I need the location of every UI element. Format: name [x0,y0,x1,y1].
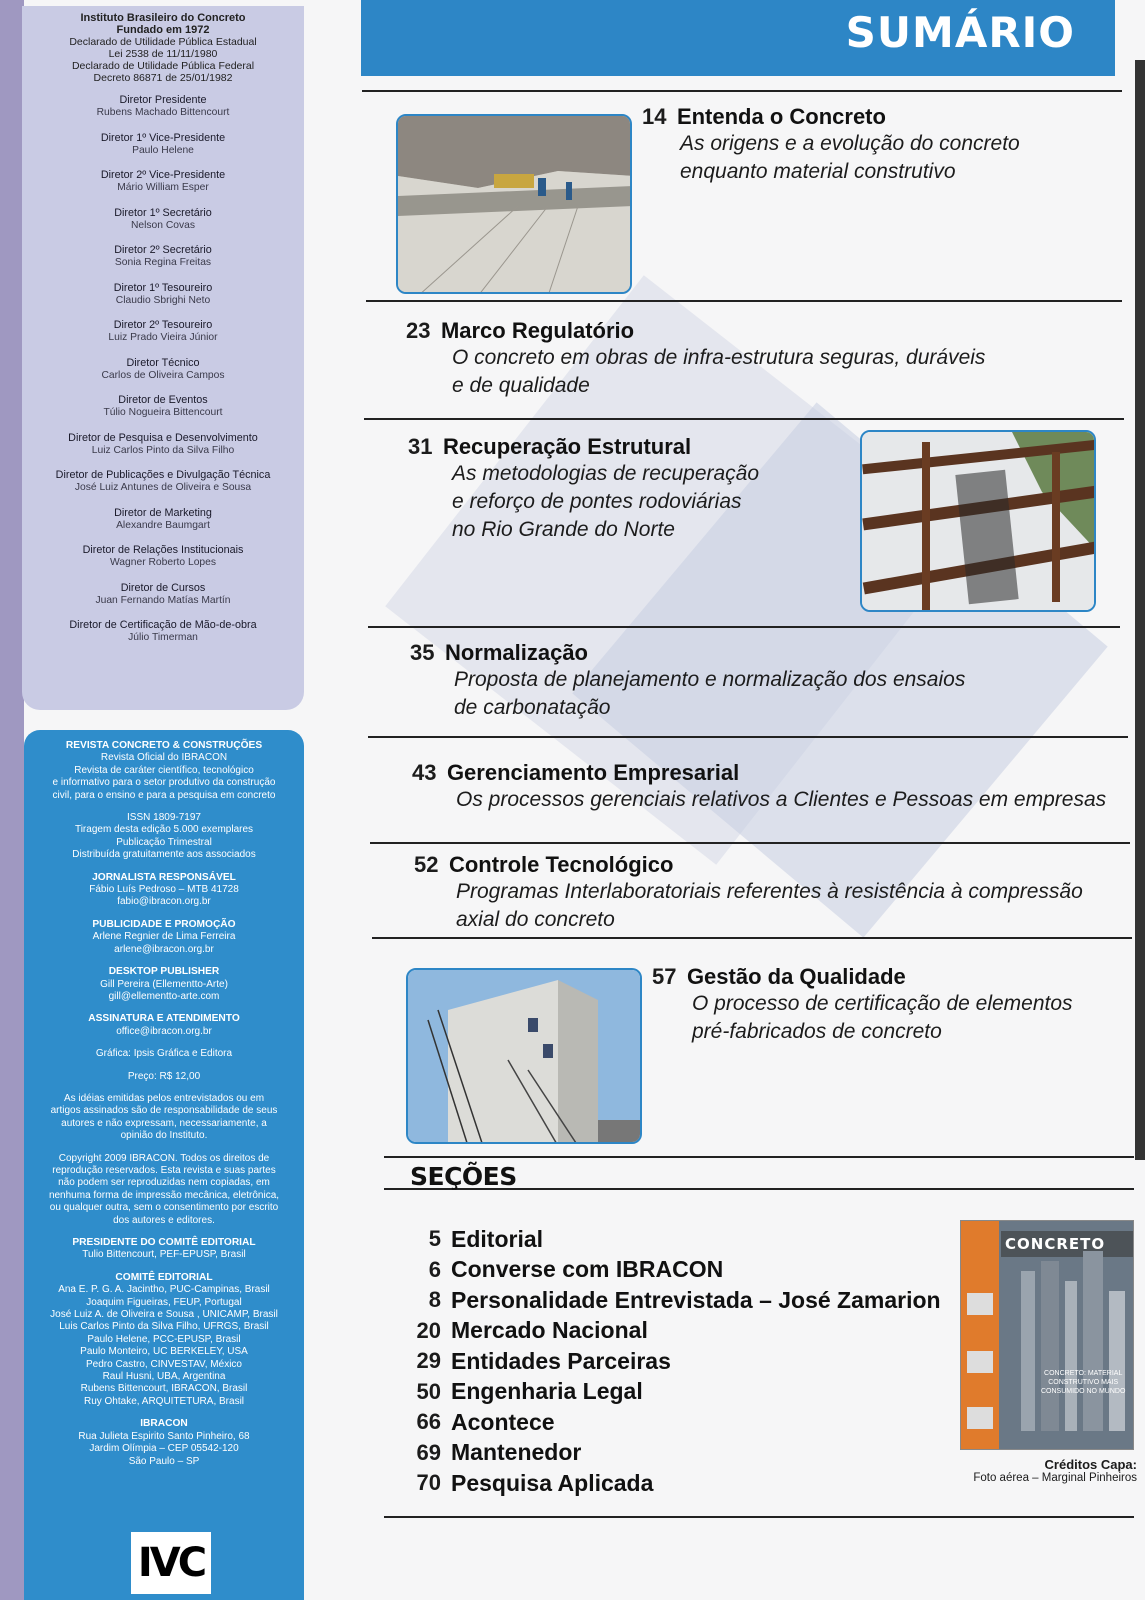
director-role: Diretor Presidente [119,94,207,106]
directors-list [30,94,296,644]
director-name: Paulo Helene [132,144,194,156]
directors-panel [22,6,304,710]
article-description-line: O processo de certificação de elementos [692,992,1073,1015]
director-name: Wagner Roberto Lopes [109,557,217,568]
director-name: Nelson Covas [130,219,196,231]
divider [384,1516,1134,1518]
director-name: Júlio Timerman [128,632,198,643]
institute-line: Declarado de Utilidade Pública Federal [71,60,255,72]
institute-info [30,12,296,84]
magazine-info-heading: ASSINATURA E ATENDIMENTO [88,1013,240,1025]
article-description-line: As metodologias de recuperação [452,462,760,485]
article-description-line: e de qualidade [452,374,590,397]
director-role: Diretor de Marketing [114,506,212,519]
magazine-info-line: fabio@ibracon.org.br [117,896,211,908]
section-label: Converse com IBRACON [451,1256,724,1283]
magazine-info-line: Raul Husni, UBA, Argentina [102,1371,226,1383]
magazine-info-line: autores e não expressam, necessariamente, a [61,1117,267,1129]
article-page-number: 57 [652,964,677,989]
magazine-info-block [30,1418,298,1468]
article-title: Recuperação Estrutural [442,434,692,459]
cover-subtitle-line: CONSTRUTIVO MAIS [1048,1379,1119,1386]
section-item[interactable] [405,1285,941,1316]
section-page-number: 50 [416,1378,441,1404]
article-page-number: 23 [406,318,431,343]
article-title: Gerenciamento Empresarial [446,760,740,785]
magazine-info-line: e informativo para o setor produtivo da construção [52,777,276,789]
article-description-line: O concreto em obras de infra-estrutura seguras, duráveis [452,346,986,369]
magazine-info-block [30,1272,298,1408]
magazine-info-block [30,872,298,909]
magazine-info-line: Gráfica: Ipsis Gráfica e Editora [95,1048,233,1060]
institute-line: Decreto 86871 de 25/01/1982 [93,72,233,84]
director-role: Diretor Técnico [126,356,200,369]
director-role: Diretor 1º Vice-Presidente [100,131,226,144]
magazine-info-line: Revista Oficial do IBRACON [100,752,228,764]
director-name: Sonia Regina Freitas [114,257,212,268]
section-page-number: 20 [416,1317,441,1343]
director-entry [30,319,296,344]
magazine-info-line: Luis Carlos Pinto da Silva Filho, UFRGS, Brasil [59,1321,269,1333]
magazine-info-heading: PUBLICIDADE E PROMOÇÃO [92,918,236,930]
magazine-info-block [30,1071,298,1083]
article-description-line: axial do concreto [456,908,615,931]
ivc-logo-text: IVC [137,1540,205,1586]
magazine-info-line: dos autores e editores. [113,1214,215,1226]
article-description-line: e reforço de pontes rodoviárias [452,490,742,513]
section-label: Engenharia Legal [451,1378,643,1405]
magazine-info-line: Rua Julieta Espirito Santo Pinheiro, 68 [78,1430,250,1442]
institute-name: Instituto Brasileiro do Concreto [80,12,246,24]
director-role: Diretor 2º Vice-Presidente [100,169,226,181]
section-item[interactable] [405,1407,941,1438]
director-entry [30,94,296,119]
magazine-info-line: Paulo Monteiro, UC BERKELEY, USA [80,1346,248,1358]
magazine-info-line: Ruy Ohtake, ARQUITETURA, Brasil [83,1395,245,1407]
section-page-number: 6 [428,1256,441,1282]
director-entry [30,544,296,569]
magazine-info-line: Tulio Bittencourt, PEF-EPUSP, Brasil [82,1249,246,1261]
magazine-info-blocks [30,740,298,1468]
magazine-info-line: José Luiz A. de Oliveira e Sousa , UNICAMP, Brasil [50,1309,278,1321]
section-page-number: 8 [428,1287,441,1313]
bridge-repair-photo [860,430,1096,612]
page-title: SUMÁRIO [845,8,1075,57]
article-description [452,460,759,544]
director-entry [30,244,296,269]
article-description-line: no Rio Grande do Norte [452,518,675,541]
institute-founded: Fundado em 1972 [116,24,210,36]
director-role: Diretor de Pesquisa e Desenvolvimento [68,431,258,444]
divider [362,90,1122,92]
director-role: Diretor 2º Secretário [114,244,212,256]
director-name: Túlio Nogueira Bittencourt [103,407,223,418]
ivc-logo [131,1532,211,1594]
magazine-info-heading: PRESIDENTE DO COMITÊ EDITORIAL [72,1237,256,1248]
director-role: Diretor de Eventos [118,394,208,406]
article-entry[interactable] [412,760,1106,814]
construction-site-photo [396,114,632,294]
director-name: José Luiz Antunes de Oliveira e Sousa [74,482,252,493]
magazine-info-block [30,966,298,1003]
section-label: Entidades Parceiras [451,1347,671,1374]
magazine-info-line: office@ibracon.org.br [116,1025,212,1037]
magazine-info-line: Rubens Bittencourt, IBRACON, Brasil [80,1383,248,1395]
magazine-info-line: gill@ellementto-arte.com [108,990,220,1002]
construction-site-image [398,116,632,294]
magazine-info-block [30,1237,298,1262]
director-entry [30,582,296,607]
magazine-info-line: opinião do Instituto. [120,1130,208,1142]
director-role: Diretor de Certificação de Mão-de-obra [69,619,257,631]
magazine-info-line: civil, para o ensino e para a pesquisa em concreto [52,789,276,801]
director-name: Luiz Carlos Pinto da Silva Filho [91,444,235,456]
left-color-strip [0,0,24,1600]
director-name: Mário William Esper [117,182,209,193]
director-entry [30,432,296,457]
director-role: Diretor 2º Tesoureiro [113,319,213,331]
director-role: Diretor de Cursos [120,581,206,594]
magazine-info-line: não podem ser reproduzidas nem copiadas, em [58,1177,270,1189]
section-page-number: 70 [416,1470,441,1496]
section-item[interactable] [405,1438,941,1469]
divider [370,842,1130,844]
director-role: Diretor de Relações Institucionais [82,544,244,556]
magazine-info-line: Revista de caráter científico, tecnológico [74,764,254,776]
magazine-info-block [30,1093,298,1143]
magazine-info-block [30,740,298,802]
magazine-info-line: arlene@ibracon.org.br [114,943,214,955]
director-entry [30,507,296,532]
director-entry [30,394,296,419]
director-entry [30,207,296,232]
magazine-cover-thumbnail[interactable] [960,1220,1134,1450]
section-item[interactable] [405,1224,941,1255]
article-description-line: enquanto material construtivo [680,160,956,183]
divider [384,1156,1134,1158]
director-entry [30,282,296,307]
magazine-info-line: ISSN 1809-7197 [127,812,201,824]
director-name: Rubens Machado Bittencourt [96,107,230,118]
cover-subtitle [1041,1369,1125,1396]
director-name: Juan Fernando Matías Martín [95,594,231,606]
article-title: Normalização [444,640,588,665]
article-page-number: 31 [408,434,433,459]
director-entry [30,132,296,157]
section-label: Personalidade Entrevistada – José Zamarion [451,1286,941,1313]
magazine-info-line: Ana E. P. G. A. Jacintho, PUC-Campinas, Brasil [58,1284,270,1296]
section-page-number: 69 [416,1439,441,1465]
magazine-info-line: artigos assinados são de responsabilidade de seus [50,1105,278,1117]
magazine-info-line: ou qualquer outra, sem o consentimento por escrito [49,1202,279,1214]
magazine-info-panel [24,730,304,1600]
magazine-info-line: Publicação Trimestral [116,836,212,848]
article-description-line: Programas Interlaboratoriais referentes à resistência à compressão [456,880,1083,903]
section-item[interactable] [405,1255,941,1286]
director-name: Luiz Prado Vieira Júnior [108,332,218,343]
institute-line: Declarado de Utilidade Pública Estadual [69,36,257,48]
article-entry[interactable] [406,318,985,400]
magazine-info-heading: JORNALISTA RESPONSÁVEL [92,871,236,883]
article-description [680,130,1020,186]
magazine-info-heading: COMITÊ EDITORIAL [115,1271,213,1283]
precast-building-photo [406,968,642,1144]
credits-text: Foto aérea – Marginal Pinheiros [973,1472,1137,1484]
cover-subtitle-line: CONCRETO: MATERIAL [1044,1370,1123,1377]
director-name: Carlos de Oliveira Campos [101,369,225,381]
article-title: Controle Tecnológico [448,852,674,877]
article-page-number: 43 [412,760,437,785]
precast-building-image [408,970,642,1144]
magazine-info-block [30,919,298,956]
section-label: Editorial [451,1225,544,1252]
article-title: Entenda o Concreto [676,104,886,129]
magazine-info-block [30,1013,298,1038]
director-entry [30,619,296,644]
bridge-repair-image [862,432,1096,612]
sections-list [405,1224,941,1499]
divider [364,418,1124,420]
magazine-info-line: São Paulo – SP [128,1455,200,1467]
magazine-info-line: Preço: R$ 12,00 [127,1070,201,1082]
director-entry [30,469,296,494]
section-page-number: 66 [416,1409,441,1435]
cover-credits [973,1457,1137,1484]
article-entry[interactable] [652,964,1073,1046]
magazine-info-block [30,1048,298,1060]
section-label: Acontece [451,1408,555,1435]
article-entry[interactable] [408,434,759,544]
magazine-info-line: Paulo Helene, PCC-EPUSP, Brasil [87,1333,241,1345]
article-entry[interactable] [410,640,965,722]
director-name: Claudio Sbrighi Neto [115,294,211,306]
page-edge-shadow [1135,60,1145,1160]
sections-heading: SEÇÕES [410,1162,517,1191]
magazine-info-line: As idéias emitidas pelos entrevistados ou em [63,1092,265,1104]
section-label: Pesquisa Aplicada [451,1469,654,1496]
article-page-number: 14 [642,104,667,129]
divider [368,626,1120,628]
section-item[interactable] [405,1316,941,1347]
section-page-number: 29 [416,1348,441,1374]
article-description-line: de carbonatação [454,696,611,719]
cover-brand: CONCRETO [1005,1235,1106,1253]
magazine-info-heading: IBRACON [140,1418,188,1430]
magazine-info-line: nenhuma forma de impressão mecânica, eletrônica, [48,1189,280,1201]
section-label: Mercado Nacional [451,1317,648,1344]
magazine-info-heading: DESKTOP PUBLISHER [108,966,220,978]
director-role: Diretor 1º Secretário [114,206,212,219]
article-page-number: 52 [414,852,439,877]
article-description [692,990,1073,1046]
divider [368,736,1128,738]
cover-image [961,1221,1134,1450]
article-description [456,878,1083,934]
article-description [456,786,1106,814]
section-item[interactable] [405,1377,941,1408]
article-description [454,666,965,722]
director-name: Alexandre Baumgart [116,519,210,531]
director-role: Diretor 1º Tesoureiro [113,281,213,294]
cover-subtitle-line: CONSUMIDO NO MUNDO [1041,1388,1126,1395]
article-description-line: As origens e a evolução do concreto [680,132,1020,155]
magazine-info-line: Joaquim Figueiras, FEUP, Portugal [86,1296,242,1308]
magazine-info-line: Jardim Olímpia – CEP 05542-120 [89,1443,239,1455]
section-page-number: 5 [428,1226,441,1252]
magazine-info-line: reprodução reservados. Esta revista e suas partes [52,1164,276,1176]
magazine-info-line: Gill Pereira (Ellementto-Arte) [100,978,228,990]
divider [366,300,1122,302]
article-title: Gestão da Qualidade [686,964,906,989]
director-entry [30,357,296,382]
article-page-number: 35 [410,640,435,665]
magazine-info-line: Arlene Regnier de Lima Ferreira [92,931,236,943]
section-item[interactable] [405,1468,941,1499]
magazine-info-heading: REVISTA CONCRETO & CONSTRUÇÕES [65,740,263,751]
magazine-info-line: Fábio Luís Pedroso – MTB 41728 [89,884,239,896]
article-description-line: pré-fabricados de concreto [692,1020,942,1043]
magazine-info-block [30,812,298,862]
institute-line: Lei 2538 de 11/11/1980 [108,48,218,60]
article-entry[interactable] [642,104,1020,186]
header-bar [361,0,1115,76]
section-label: Mantenedor [451,1439,582,1466]
magazine-info-line: Tiragem desta edição 5.000 exemplares [74,824,254,836]
section-item[interactable] [405,1346,941,1377]
article-title: Marco Regulatório [440,318,635,343]
article-description-line: Proposta de planejamento e normalização dos ensaios [454,668,966,691]
director-role: Diretor de Publicações e Divulgação Técnica [55,469,271,481]
divider [372,937,1132,939]
magazine-info-line: Pedro Castro, CINVESTAV, México [86,1358,242,1370]
magazine-info-block [30,1153,298,1227]
article-description-line: Os processos gerenciais relativos a Clientes e Pessoas em empresas [456,788,1107,811]
magazine-info-line: Copyright 2009 IBRACON. Todos os direitos de [58,1152,270,1164]
magazine-info-line: Distribuída gratuitamente aos associados [72,849,256,861]
article-entry[interactable] [414,852,1083,934]
director-entry [30,169,296,194]
article-description [452,344,985,400]
credits-title: Créditos Capa: [1044,1457,1137,1472]
